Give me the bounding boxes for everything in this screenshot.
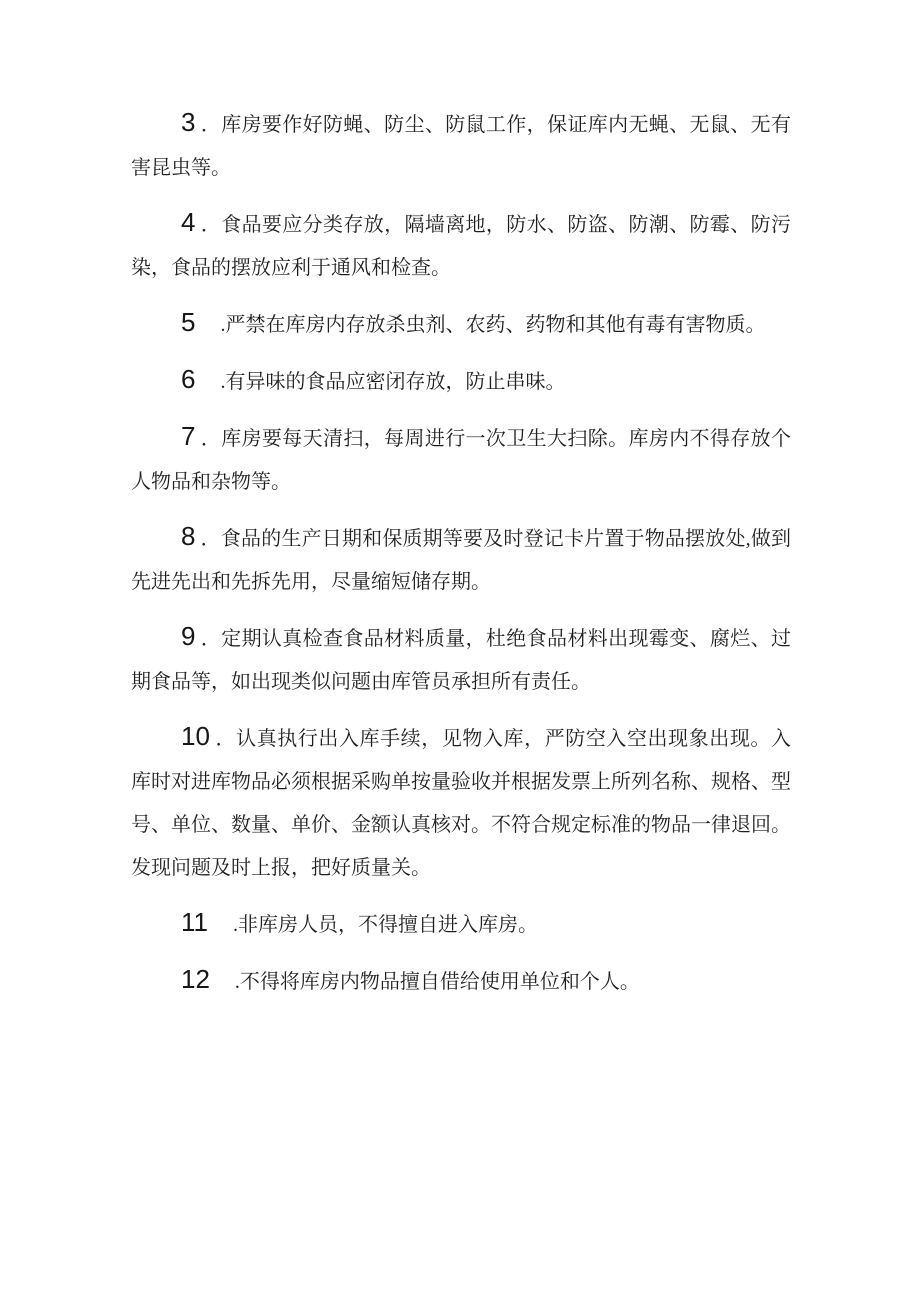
rule-item-4 <box>131 204 791 290</box>
rule-item-6 <box>131 361 791 404</box>
rule-number: 6 <box>181 364 196 394</box>
rule-item-3 <box>131 104 791 190</box>
rule-number: 3 <box>181 107 196 137</box>
rule-separator: . <box>195 314 226 336</box>
rule-text: 库房要每天清扫，每周进行一次卫生大扫除。库房内不得存放个人物品和杂物等。 <box>131 428 792 493</box>
document-text-block <box>131 0 791 1004</box>
rule-text: 非库房人员，不得擅自进入库房。 <box>238 914 538 936</box>
rule-text: 食品的生产日期和保质期等要及时登记卡片置于物品摆放处,做到先进先出和先拆先用，尽量缩短储存期。 <box>131 528 792 593</box>
rule-separator: ． <box>195 528 221 550</box>
rule-separator: ． <box>195 114 222 136</box>
rule-text: 定期认真检查食品材料质量，杜绝食品材料出现霉变、腐烂、过期食品等，如出现类似问题由库管员承担所有责任。 <box>131 628 792 693</box>
rule-item-9 <box>131 618 791 704</box>
rule-item-11 <box>131 904 791 947</box>
rule-item-8 <box>131 518 791 604</box>
rule-number: 12 <box>181 964 210 994</box>
rule-text: 食品要应分类存放，隔墙离地，防水、防盗、防潮、防霉、防污染，食品的摆放应利于通风和检查。 <box>131 214 792 279</box>
rule-number: 8 <box>181 521 196 551</box>
rule-separator: . <box>208 914 238 936</box>
rule-separator: . <box>195 371 226 393</box>
rule-text: 库房要作好防蝇、防尘、防鼠工作，保证库内无蝇、无鼠、无有害昆虫等。 <box>131 114 792 179</box>
rule-separator: ． <box>195 628 222 650</box>
rule-text: 严禁在库房内存放杀虫剂、农药、药物和其他有毒有害物质。 <box>225 314 766 336</box>
rule-separator: ． <box>195 214 222 236</box>
rule-number: 11 <box>181 907 208 937</box>
rule-item-5 <box>131 304 791 347</box>
rule-number: 5 <box>181 307 196 337</box>
rule-number: 4 <box>181 207 196 237</box>
rule-text: 有异味的食品应密闭存放，防止串味。 <box>225 371 566 393</box>
rule-text: 认真执行出入库手续，见物入库，严防空入空出现象出现。入库时对进库物品必须根据采购单按量验收并根据发票上所列名称、规格、型号、单位、数量、单价、金额认真核对。不符合规定标准的物品一律退回。发现问题及时上报，把好质量关。 <box>131 728 792 879</box>
rule-separator: ． <box>195 428 222 450</box>
rule-number: 9 <box>181 621 196 651</box>
rule-item-12 <box>131 961 791 1004</box>
rule-item-7 <box>131 418 791 504</box>
rule-number: 10 <box>181 721 210 751</box>
rule-text: 不得将库房内物品擅自借给使用单位和个人。 <box>239 971 640 993</box>
rule-item-10 <box>131 718 791 890</box>
rule-number: 7 <box>181 421 196 451</box>
rule-separator: ． <box>209 728 237 750</box>
rule-separator: . <box>209 971 240 993</box>
